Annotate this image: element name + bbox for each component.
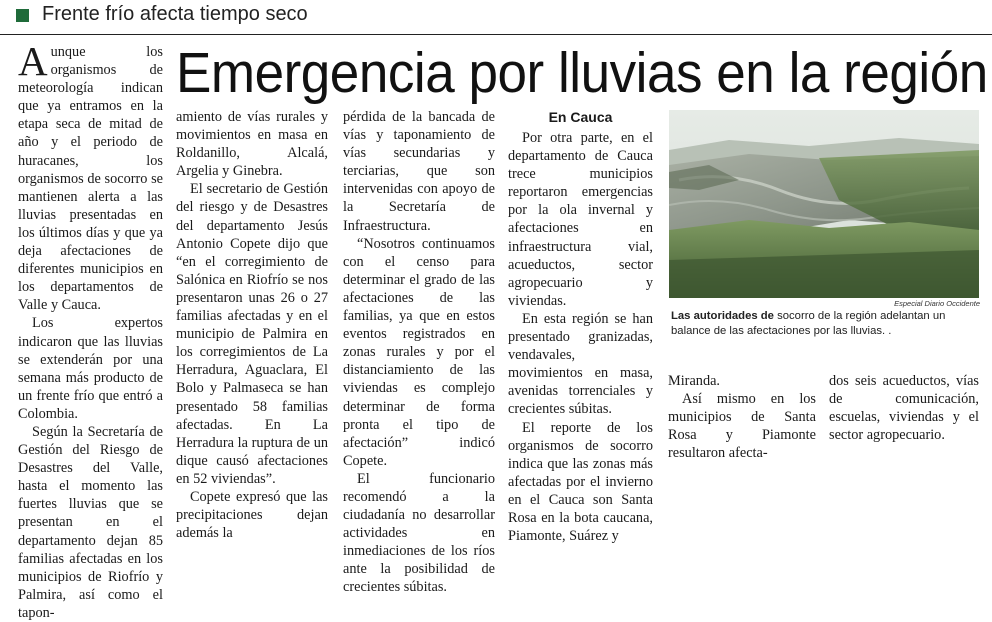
- article-column-5: [668, 372, 816, 462]
- column-1-paragraph-1: [18, 38, 163, 314]
- column-6-paragraph-1: dos seis acueductos, vías de comunicación, escuelas, viviendas y el sector agropecuario.: [829, 373, 979, 444]
- column-1-paragraph-3: Según la Secretaría de Gestión del Riesgo de Desastres del Valle, hasta el momento las fuertes lluvias que se presentan en el departamento dejan 85 familias afectadas en los municipios de Riofrío y Palmira, así como el tapon-: [18, 423, 163, 621]
- column-2-paragraph-2: El secretario de Gestión del riesgo y de Desastres del departamento Jesús Antonio Copete dijo que “en el corregimiento de Salónica en Riofrío se nos presentaron unas 26 o 27 familias afectadas y en el municipio de Palmira en los corregimientos de La Herradura, Aguaclara, El Bolo y Palmaseca se han presentado 58 familias afectadas. En La Herradura la ruptura de un dique causó afectaciones en 52 viviendas”.: [176, 181, 328, 487]
- news-photo: [669, 110, 979, 298]
- section-kicker-bar: [0, 0, 992, 35]
- column-2-paragraph-1: amiento de vías rurales y movimientos en masa en Roldanillo, Alcalá, Argelia y Ginebra.: [176, 109, 328, 180]
- column-3-paragraph-1: pérdida de la bancada de vías y taponamiento de vías secundarias y terciarias, que son intervenidas con apoyo de la Secretaría de Infraestructura.: [343, 109, 495, 234]
- column-4-paragraph-1: Por otra parte, en el departamento de Cauca trece municipios reportaron emergencias por la ola invernal y afectaciones en infraestructura vial, acueductos, sector agropecuario y viviendas.: [508, 130, 653, 309]
- article-column-4: [508, 108, 653, 545]
- photo-caption: [671, 309, 981, 338]
- caption-text: socorro de la región adelantan un balance de las afectaciones por las lluvias. .: [671, 310, 946, 337]
- flooded-field-illustration: [669, 110, 979, 298]
- column-1-paragraph-1-text: unque los organismos de meteorología indican que ya entramos en la etapa seca de mitad de año y el periodo de huracanes, los organismos de socorro se mantienen alerta a las lluvias presentadas en los últimos días y que ya deja afectaciones de diferentes municipios en los departamentos de Valle y Cauca.: [18, 44, 163, 314]
- section-subhead: En Cauca: [548, 109, 613, 125]
- column-1-paragraph-2: Los expertos indicaron que las lluvias se extenderán por una semana más producto de un frente frío que entró a Colombia.: [18, 315, 163, 422]
- column-3-paragraph-3: El funcionario recomendó a la ciudadanía no desarrollar actividades en inmediaciones de los ríos ante la posibilidad de crecientes súbitas.: [343, 470, 495, 596]
- column-2-paragraph-3: Copete expresó que las precipitaciones dejan además la: [176, 488, 328, 542]
- article-column-1: [18, 38, 163, 622]
- kicker-text: Frente frío afecta tiempo seco: [42, 3, 308, 25]
- photo-credit: Especial Diario Occidente: [894, 299, 980, 308]
- column-5-paragraph-2: Así mismo en los municipios de Santa Rosa y Piamonte resultaron afecta-: [668, 391, 816, 462]
- kicker-square-icon: [16, 9, 29, 22]
- column-4-paragraph-2: En esta región se han presentado granizadas, vendavales, movimientos en masa, avenidas torrenciales y crecientes súbitas.: [508, 310, 653, 418]
- column-3-paragraph-2: “Nosotros continuamos con el censo para determinar el grado de las afectaciones de las familias, ya que en estos eventos registrados en zonas rurales y por el distanciamiento de las viviendas es complejo determinar de forma pronta el tipo de afectación” indicó Copete.: [343, 235, 495, 469]
- article-column-6: [829, 372, 979, 444]
- article-column-3: [343, 108, 495, 597]
- caption-lead: Las autoridades de: [671, 310, 774, 322]
- column-4-paragraph-3: El reporte de los organismos de socorro indica que las zonas más afectadas por el invierno en el Cauca son Santa Rosa en la bota caucana, Piamonte, Suárez y: [508, 419, 653, 545]
- headline: Emergencia por lluvias en la región: [176, 41, 988, 105]
- drop-cap: A: [18, 38, 48, 84]
- article-column-2: [176, 108, 328, 542]
- column-5-paragraph-1: Miranda.: [668, 373, 721, 389]
